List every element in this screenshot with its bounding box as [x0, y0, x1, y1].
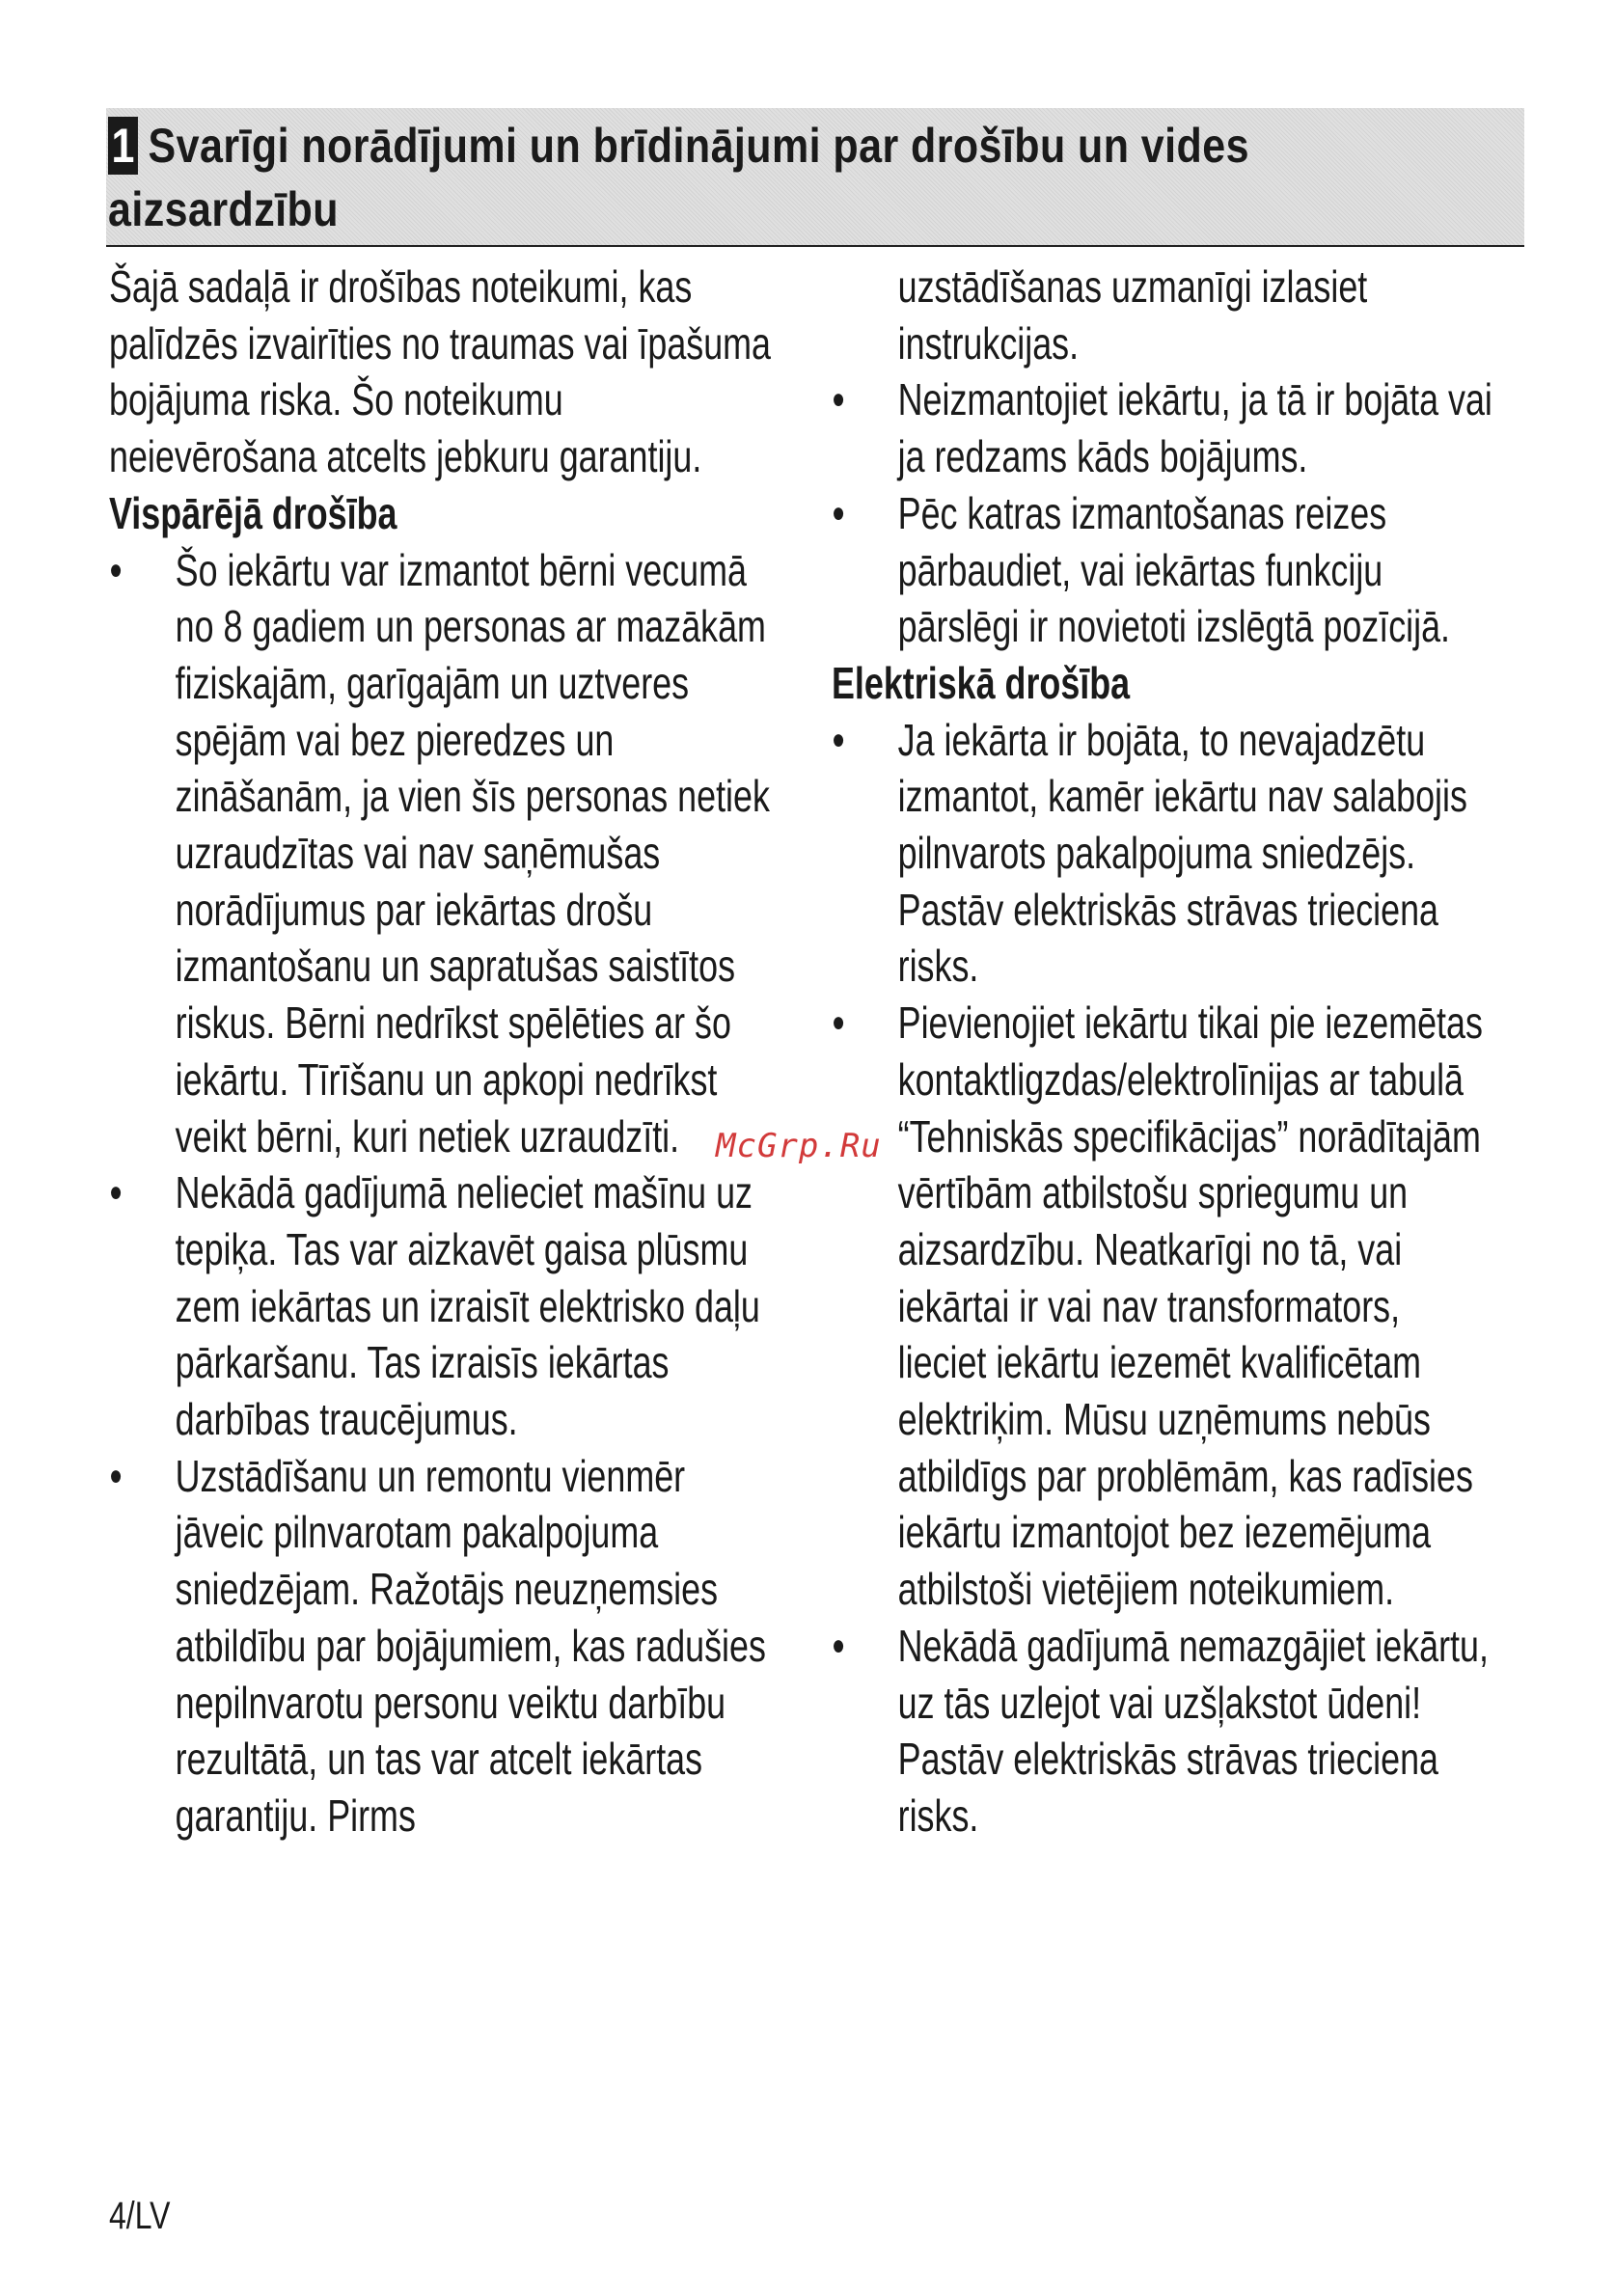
- list-item: ● Neizmantojiet iekārtu, ja tā ir bojāta vai ja redzams kāds bojājums.: [832, 371, 1493, 484]
- section-title: [108, 114, 1270, 241]
- list-item: ● Uzstādīšanu un remontu vienmēr jāveic pilnvarotam pakalpojuma sniedzējam. Ražotājs neuzņemsies atbildību par bojājumiem, kas radušies nepilnvarotu personu veiktu darbību rezultātā, un tas var atcelt iekārtas garantiju. Pirms: [109, 1448, 771, 1845]
- intro-paragraph: Šajā sadaļā ir drošības noteikumi, kas palīdzēs izvairīties no traumas vai īpašuma bojājuma riska. Šo noteikumu neievērošana atcelts jebkuru garantiju.: [109, 261, 772, 482]
- right-column: [832, 259, 1615, 1845]
- list-item: ● Šo iekārtu var izmantot bērni vecumā no 8 gadiem un personas ar mazākām fiziskajām, garīgajām un uztveres spējām vai bez pieredzes un zināšanām, ja vien šīs personas netiek uzraudzītas vai nav saņēmušas norādījumus par iekārtas drošu izmantošanu un sapratušas saistītos riskus. Bērni nedrīkst spēlēties ar šo iekārtu. Tīrīšanu un apkopi nedrīkst veikt bērni, kuri netiek uzraudzīti.: [109, 542, 771, 1165]
- general-safety-heading: Vispārējā drošība: [109, 487, 397, 538]
- left-column: [109, 259, 958, 1845]
- chapter-number-badge: 1: [108, 117, 138, 175]
- general-safety-list: [109, 542, 771, 1845]
- page-number: 4/LV: [109, 2195, 171, 2237]
- electrical-safety-heading: Elektriskā drošība: [832, 657, 1131, 708]
- list-item: ● Pievienojiet iekārtu tikai pie iezemētas kontaktligzdas/elektrolīnijas ar tabulā “Tehniskās specifikācijas” norādītajām vērtībām atbilstošu spriegumu un aizsardzību. Neatkarīgi no tā, vai iekārtai ir vai nav transformators, lieciet iekārtu iezemēt kvalificētam elektriķim. Mūsu uzņēmums nebūs atbildīgs par problēmām, kas radīsies iekārtu izmantojot bez iezemējuma atbilstoši vietējiem noteikumiem.: [832, 995, 1493, 1618]
- list-item-continuation: uzstādīšanas uzmanīgi izlasiet instrukcijas.: [897, 261, 1368, 369]
- list-item: ● Nekādā gadījumā nemazgājiet iekārtu, uz tās uzlejot vai uzšļakstot ūdeni! Pastāv elektriskās strāvas trieciena risks.: [832, 1618, 1493, 1845]
- general-safety-list-continued: [832, 371, 1493, 655]
- list-item: ● Pēc katras izmantošanas reizes pārbaudiet, vai iekārtas funkciju pārslēgi ir novietoti izslēgtā pozīcijā.: [832, 485, 1493, 655]
- watermark-text: McGrp.Ru: [716, 1127, 882, 1165]
- list-item: ● Ja iekārta ir bojāta, to nevajadzētu izmantot, kamēr iekārtu nav salabojis pilnvarots pakalpojuma sniedzējs. Pastāv elektriskās strāvas trieciena risks.: [832, 712, 1493, 996]
- section-title-text: Svarīgi norādījumi un brīdinājumi par drošību un vides aizsardzību: [108, 119, 1249, 236]
- list-item: ● Nekādā gadījumā nelieciet mašīnu uz tepiķa. Tas var aizkavēt gaisa plūsmu zem iekārtas un izraisīt elektrisko daļu pārkaršanu. Tas izraisīs iekārtas darbības traucējumus.: [109, 1164, 771, 1448]
- electrical-safety-list: [832, 712, 1493, 1845]
